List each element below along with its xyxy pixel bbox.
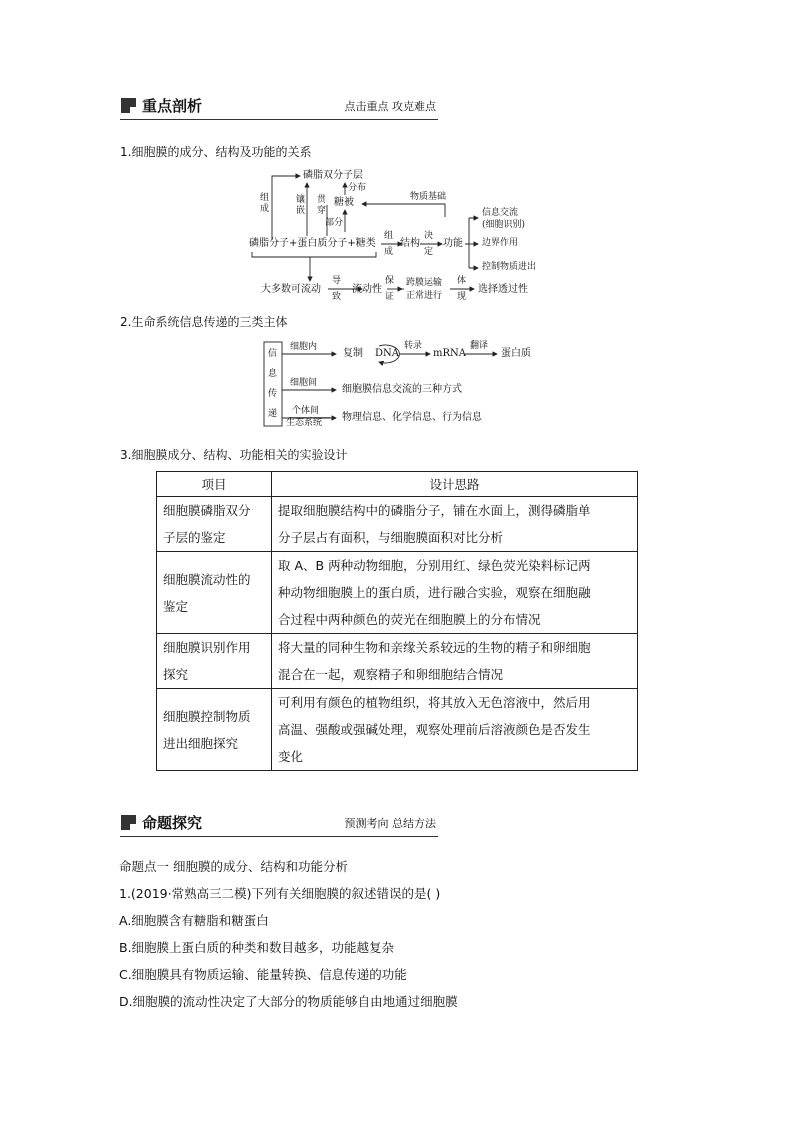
compose-right-2: 成 [384,247,394,257]
compose-right-1: 组 [384,231,394,241]
option-c: C.细胞膜具有物质运输、能量转换、信息传递的功能 [119,967,407,982]
glycocalyx-label: 糖被 [334,197,354,208]
lead-1: 导 [332,276,342,286]
three-ways-label: 细胞膜信息交流的三种方式 [342,384,462,395]
experiment-design-table [156,471,638,771]
section-title: 命题探究 [142,814,203,832]
function-boundary: 边界作用 [482,238,519,248]
transmembrane-top: 跨膜运输 [406,278,443,288]
function-info-exchange: 信息交流 [482,208,519,218]
translation-label: 翻译 [470,341,489,351]
info-vertical-1: 信 [268,349,278,359]
table-cell-item: 细胞膜识别作用 探究 [157,634,272,689]
table-header-row [157,472,638,497]
transmembrane-bottom: 正常进行 [406,291,443,301]
embed-2: 嵌 [296,206,306,216]
mrna-label: mRNA [433,348,466,359]
intercellular-label: 细胞间 [290,378,318,388]
question-stem: 1.(2019·常熟高三二模)下列有关细胞膜的叙述错误的是( ) [119,886,441,901]
table-row [157,497,638,552]
table-row [157,552,638,634]
table-cell-idea: 将大量的同种生物和亲缘关系较远的生物的精子和卵细胞 混合在一起，观察精子和卵细胞结合情况 [272,634,638,689]
section-subtitle: 预测考向 总结方法 [344,817,436,830]
table-cell-item: 细胞膜磷脂双分 子层的鉴定 [157,497,272,552]
protein-label: 蛋白质 [501,348,531,359]
determine-2: 定 [424,247,434,257]
table-cell-item: 细胞膜流动性的 鉴定 [157,552,272,634]
ensure-2: 证 [385,292,395,302]
dna-label: DNA [375,348,399,359]
function-control-transport: 控制物质进出 [482,262,537,272]
heading-2: 2.生命系统信息传递的三类主体 [120,315,288,329]
diagram1-lines [0,0,794,320]
lead-2: 致 [332,292,342,302]
section-subtitle: 点击重点 攻克难点 [344,100,436,113]
components-label: 磷脂分子+蛋白质分子+糖类 [249,238,376,249]
determine-1: 决 [424,231,434,241]
option-a: A.细胞膜含有糖脂和糖蛋白 [119,913,269,928]
option-d: D.细胞膜的流动性决定了大部分的物质能够自由地通过细胞膜 [119,994,458,1009]
transcription-label: 转录 [404,341,423,351]
info-vertical-4: 递 [268,409,278,419]
section-square-icon [121,815,136,830]
section-header-question-exploration [120,812,438,837]
table-row [157,634,638,689]
embed-1: 镶 [296,195,306,205]
most-can-flow-label: 大多数可流动 [261,284,321,295]
compose-left-1: 组 [260,193,270,203]
ecosystem-label: 生态系统 [286,418,323,428]
distribution-label: 分布 [348,183,367,193]
table-header-idea: 设计思路 [272,472,638,497]
heading-1: 1.细胞膜的成分、结构及功能的关系 [120,145,312,159]
intracellular-label: 细胞内 [290,342,318,352]
phospholipid-bilayer-label: 磷脂双分子层 [303,170,363,181]
function-label: 功能 [443,238,463,249]
compose-left-2: 成 [260,204,270,214]
replication-label: 复制 [343,348,363,359]
structure-label: 结构 [400,238,420,249]
penetrate-2: 穿 [317,206,327,216]
part-label: 部分 [325,218,344,228]
option-b: B.细胞膜上蛋白质的种类和数目越多，功能越复杂 [119,940,395,955]
info-types-label: 物理信息、化学信息、行为信息 [342,412,482,423]
between-individuals-label: 个体间 [292,406,320,416]
function-cell-recognition: (细胞识别) [482,220,526,230]
embody-2: 现 [457,292,467,302]
selective-permeability-label: 选择透过性 [478,284,528,295]
embody-1: 体 [457,276,467,286]
table-cell-item: 细胞膜控制物质 进出细胞探究 [157,689,272,771]
material-basis-label: 物质基础 [410,192,447,202]
info-vertical-2: 息 [268,369,278,379]
fluidity-label: 流动性 [352,284,382,295]
ensure-1: 保 [385,276,395,286]
heading-3: 3.细胞膜成分、结构、功能相关的实验设计 [120,448,348,462]
info-vertical-3: 传 [268,389,278,399]
section-title: 重点剖析 [142,97,203,115]
table-cell-idea: 可利用有颜色的植物组织，将其放入无色溶液中，然后用 高温、强酸或强碱处理，观察处理前后溶液颜色是否发生 变化 [272,689,638,771]
table-cell-idea: 取 A、B 两种动物细胞，分别用红、绿色荧光染料标记两 种动物细胞膜上的蛋白质，进行融合实验，观察在细胞融 合过程中两种颜色的荧光在细胞膜上的分布情况 [272,552,638,634]
table-cell-idea: 提取细胞膜结构中的磷脂分子，铺在水面上，测得磷脂单 分子层占有面积，与细胞膜面积对比分析 [272,497,638,552]
table-row [157,689,638,771]
table-header-item: 项目 [157,472,272,497]
topic-heading: 命题点一 细胞膜的成分、结构和功能分析 [119,859,348,874]
penetrate-1: 贯 [317,195,327,205]
